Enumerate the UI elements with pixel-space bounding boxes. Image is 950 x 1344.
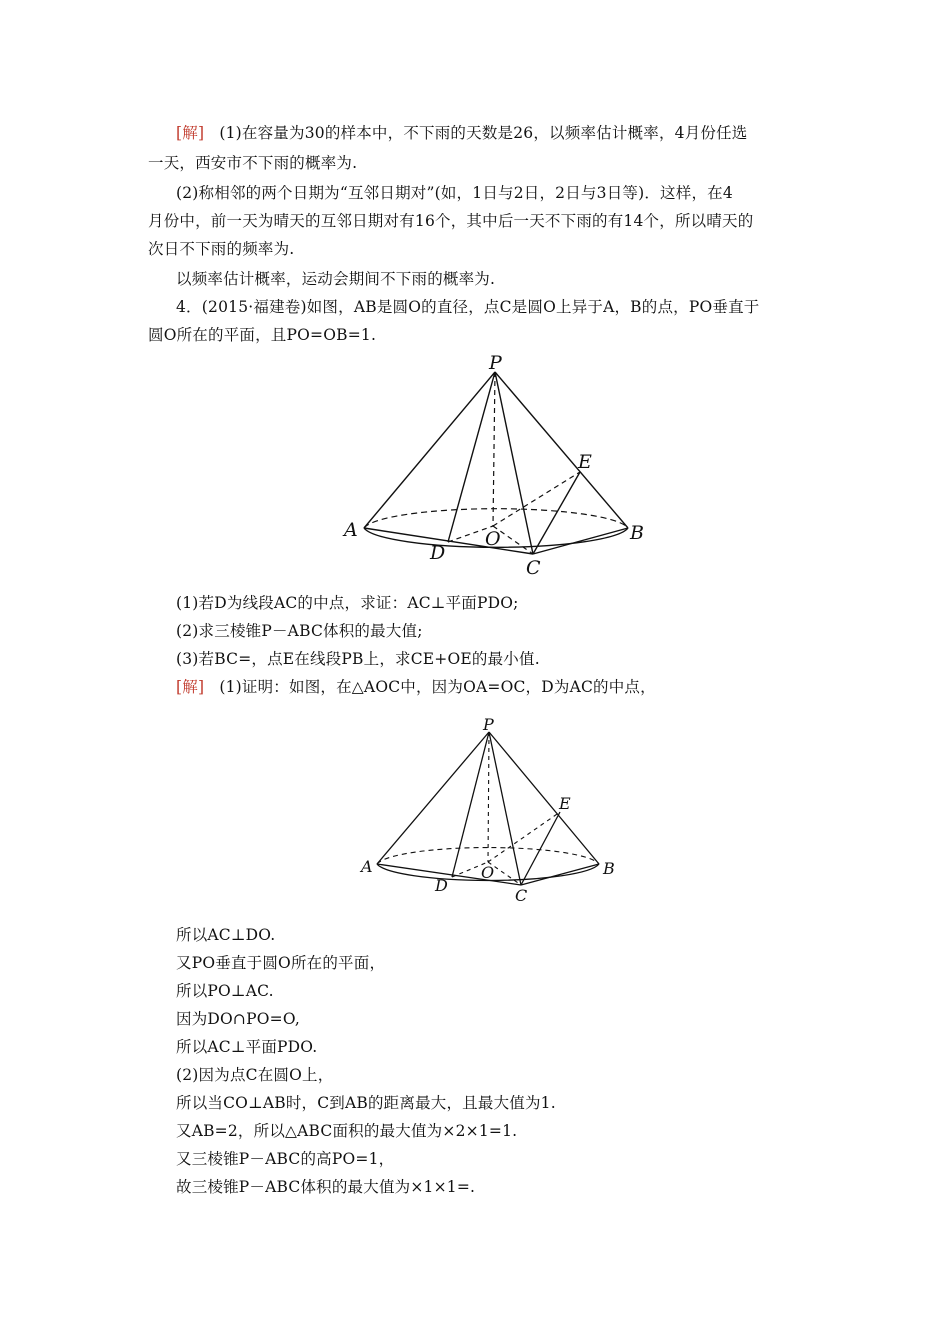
solution-line <box>176 676 656 698</box>
cone-figure-large <box>330 350 650 590</box>
label-A: A <box>361 857 373 876</box>
proof-line: 又三棱锥P－ABC的高PO=1， <box>176 1150 395 1168</box>
proof-line: 又AB=2，所以△ABC面积的最大值为×2×1=1. <box>176 1122 518 1140</box>
text-line: (2)称相邻的两个日期为“互邻日期对”(如，1日与2日，2日与3日等)．这样，在4 <box>176 184 733 202</box>
solution-tag: [解] <box>176 124 205 142</box>
text-line: 以频率估计概率，运动会期间不下雨的概率为. <box>176 270 496 288</box>
label-D: D <box>435 876 448 895</box>
label-A: A <box>344 519 358 541</box>
text-line: 一天，西安市不下雨的概率为. <box>148 154 358 172</box>
subquestion-3: (3)若BC=，点E在线段PB上，求CE+OE的最小值. <box>176 650 540 668</box>
text: (1)证明：如图，在△AOC中，因为OA=OC，D为AC的中点， <box>219 678 656 696</box>
question-line: 4．(2015·福建卷)如图，AB是圆O的直径，点C是圆O上异于A，B的点，PO垂直于 <box>176 298 760 316</box>
proof-line: 又PO垂直于圆O所在的平面， <box>176 954 386 972</box>
proof-line: 故三棱锥P－ABC体积的最大值为×1×1=. <box>176 1178 476 1196</box>
label-B: B <box>603 859 615 878</box>
solution-tag: [解] <box>176 678 205 696</box>
label-D: D <box>430 542 446 564</box>
proof-line: 因为DO∩PO=O, <box>176 1010 300 1028</box>
cone-figure-small <box>355 712 625 912</box>
proof-line: (2)因为点C在圆O上， <box>176 1066 334 1084</box>
label-P: P <box>489 352 502 374</box>
label-P: P <box>483 715 494 734</box>
label-O: O <box>481 863 495 882</box>
label-B: B <box>630 522 644 544</box>
question-line: 圆O所在的平面，且PO=OB=1. <box>148 326 377 344</box>
subquestion-2: (2)求三棱锥P－ABC体积的最大值; <box>176 622 423 640</box>
solution-line <box>176 122 748 144</box>
proof-line: 所以AC⊥平面PDO. <box>176 1038 318 1056</box>
text-line: 次日不下雨的频率为. <box>148 240 295 258</box>
label-C: C <box>515 886 528 905</box>
proof-line: 所以PO⊥AC. <box>176 982 274 1000</box>
subquestion-1: (1)若D为线段AC的中点，求证：AC⊥平面PDO; <box>176 594 519 612</box>
proof-line: 所以当CO⊥AB时，C到AB的距离最大，且最大值为1. <box>176 1094 556 1112</box>
text: (1)在容量为30的样本中，不下雨的天数是26，以频率估计概率，4月份任选 <box>219 124 748 142</box>
label-E: E <box>578 451 592 473</box>
label-E: E <box>559 794 571 813</box>
proof-line: 所以AC⊥DO. <box>176 926 276 944</box>
label-C: C <box>526 557 541 579</box>
text-line: 月份中，前一天为晴天的互邻日期对有16个，其中后一天不下雨的有14个，所以晴天的 <box>148 212 754 230</box>
label-O: O <box>485 528 501 550</box>
